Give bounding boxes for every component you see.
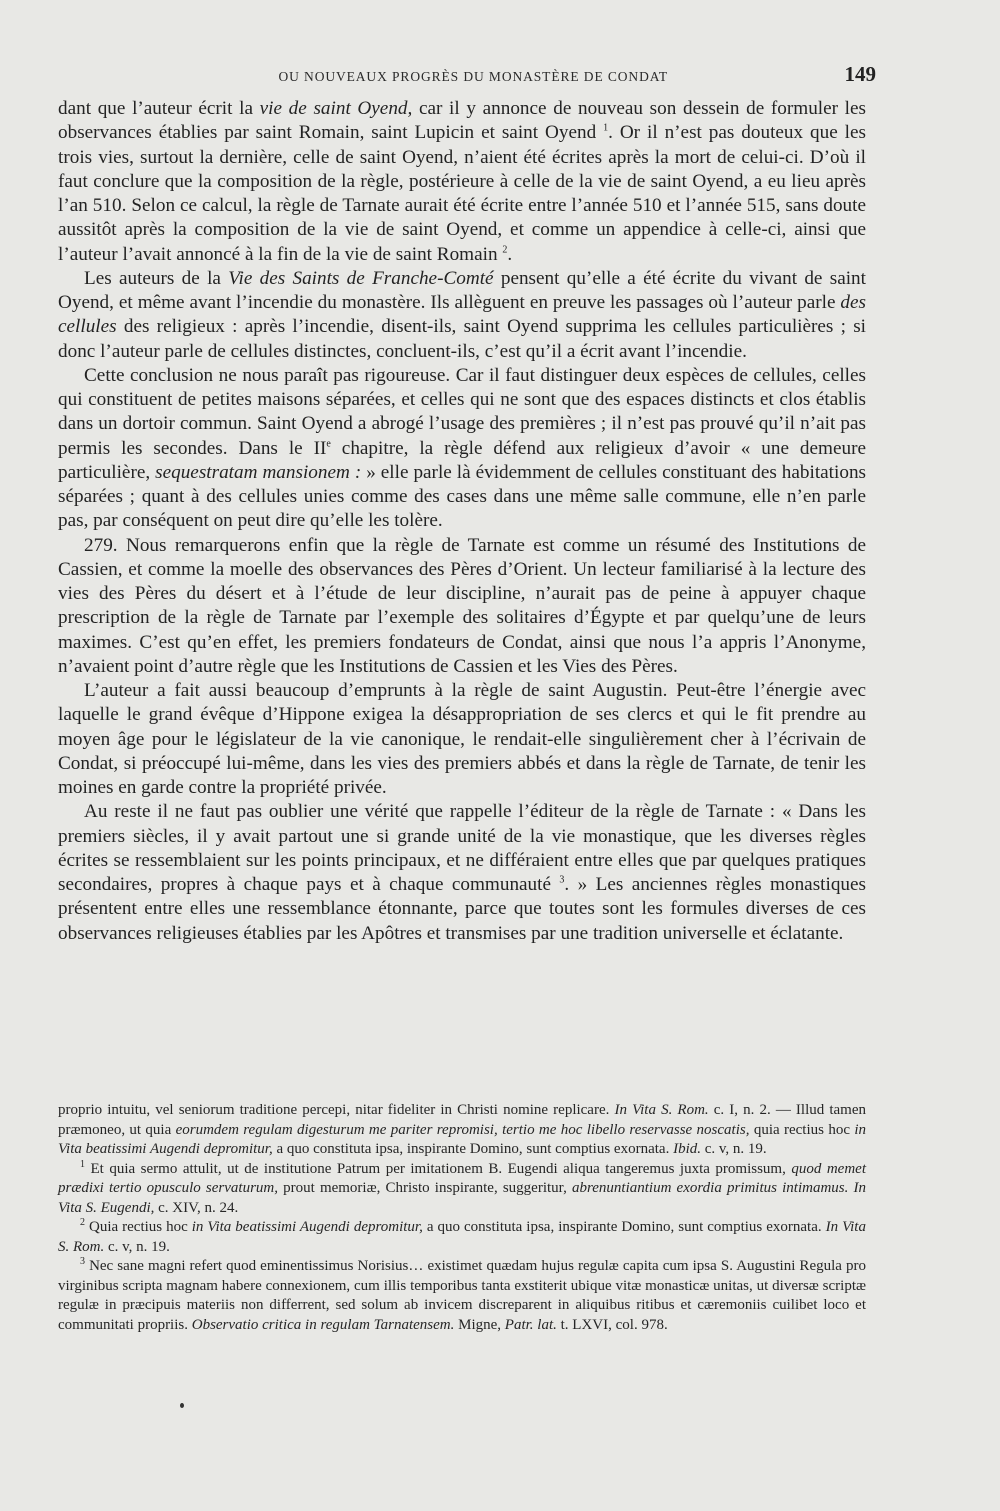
running-head: [62, 62, 876, 87]
footnote-1: $^1$ Et quia sermo attulit, ut de institutione Patrum per imitationem B. Eugendi aliqua tangeremus juxta promissum, quod memet prædixi tertio opusculo servaturum, prout memoriæ, Christo inspirante, suggeritur, abrenuntiantium exordia primitus intimamus. In Vita S. Eugendi, c. XIV, n. 24.: [58, 1158, 866, 1216]
paragraph: Les auteurs de la Vie des Saints de Franche-Comté pensent qu’elle a été écrite du vivant de saint Oyend, et même avant l’incendie du monastère. Ils allèguent en preuve les passages où l’auteur parle des cellules des religieux : après l’incendie, disent-ils, saint Oyend supprima les cellules particulières ; si donc l’auteur parle de cellules distinctes, concluent-ils, c’est qu’il a écrit avant l’incendie.: [58, 267, 866, 362]
footnote-3: $^3$ Nec sane magni refert quod eminentissimus Norisius… existimet quædam hujus regulæ capita cum ipsa S. Augustini Regula pro virginibus scripta magnam habere connexionem, cum illis temporibus tanta exstiterit ubique vitæ monasticæ unitas, ut diversæ scriptæ regulæ in præcipuis materiis non differrent, sed solum ab invicem discreparent in aliquibus ritibus et cæremoniis cuilibet loco et communitati propriis. Observatio critica in regulam Tarnatensem. Migne, Patr. lat. t. LXVI, col. 978.: [58, 1256, 866, 1333]
paragraph: Au reste il ne faut pas oublier une vérité que rappelle l’éditeur de la règle de Tarnate : « Dans les premiers siècles, il y avait partout une si grande unité de la vie monastique, que les diverses règles écrites se ressemblaient sur les points principaux, et ne différaient entre elles que par quelques pratiques secondaires, propres à chaque pays et à chaque communauté $^3$. » Les anciennes règles monastiques présentent entre elles une ressemblance étonnante, parce que toutes sont les formules diverses de ces observances religieuses établies par les Apôtres et transmises par une tradition universelle et éclatante.: [58, 801, 866, 944]
footnote-ref: 1: [603, 122, 609, 134]
footnote-ref: 2: [502, 244, 508, 256]
page-number: 149: [844, 62, 876, 86]
paragraph: dant que l’auteur écrit la vie de saint Oyend, car il y annonce de nouveau son dessein de formuler les observances établies par saint Romain, saint Lupicin et saint Oyend $^1$. Or il n’est pas douteux que les trois vies, surtout la dernière, celle de saint Oyend, n’aient été écrites après la mort de celui-ci. D’où il faut conclure que la composition de la règle, postérieure à celle de la vie de saint Oyend, a eu lieu après l’an 510. Selon ce calcul, la règle de Tarnate aurait été écrite entre l’année 510 et l’année 515, sans doute aussitôt après la composition de la vie de saint Oyend, et comme un appendice à celle-ci, ainsi que l’auteur l’avait annoncé à la fin de la vie de saint Romain $^2$.: [58, 98, 866, 265]
footnote-ref: 3: [559, 874, 565, 886]
paragraph: 279. Nous remarquerons enfin que la règle de Tarnate est comme un résumé des Institutions de Cassien, et comme la moelle des observances des Pères d’Orient. Un lecteur familiarisé à la lecture des vies des Pères du désert et à l’étude de leur discipline, n’aurait pas de peine à appuyer chaque prescription de la règle de Tarnate par l’exemple des solitaires d’Égypte et par quelqu’une de leurs maximes. C’est qu’en effet, les premiers fondateurs de Condat, ainsi que nous l’a appris l’Anonyme, n’avaient point d’autre règle que les Institutions de Cassien et les Vies des Pères.: [58, 534, 866, 677]
paragraph: Cette conclusion ne nous paraît pas rigoureuse. Car il faut distinguer deux espèces de cellules, celles qui constituent de petites maisons séparées, et celles qui ne sont que des espaces distincts et clos établis dans un dortoir commun. Saint Oyend a abrogé l’usage des premières ; il n’est pas prouvé qu’il n’ait pas permis les secondes. Dans le IIe chapitre, la règle défend aux religieux d’avoir « une demeure particulière, sequestratam mansionem : » elle parle là évidemment de cellules constituant des habitations séparées ; quant à des cellules unies comme des cases dans une même salle commune, elle n’en parle pas, par conséquent on peut dire qu’elle les tolère.: [58, 364, 867, 532]
footnotes: [58, 1101, 866, 1335]
footnote-2: $^2$ Quia rectius hoc in Vita beatissimi Augendi depromitur, a quo constituta ipsa, inspirante Domino, sunt comptius exornata. In Vita S. Rom. c. v, n. 19.: [58, 1217, 866, 1255]
main-text: [58, 97, 866, 946]
ink-speck: [180, 1403, 184, 1408]
running-title: OU NOUVEAUX PROGRÈS DU MONASTÈRE DE CONDAT: [278, 69, 669, 84]
footnote-continuation: proprio intuitu, vel seniorum traditione percepi, nitar fideliter in Christi nomine replicare. In Vita S. Rom. c. I, n. 2. — Illud tamen præmoneo, ut quia eorumdem regulam digesturum me pariter repromisi, tertio me hoc libello reservasse noscatis, quia rectius hoc in Vita beatissimi Augendi depromitur, a quo constituta ipsa, inspirante Domino, sunt comptius exornata. Ibid. c. v, n. 19.: [58, 1102, 867, 1157]
paragraph: L’auteur a fait aussi beaucoup d’emprunts à la règle de saint Augustin. Peut-être l’énergie avec laquelle le grand évêque d’Hippone exigea la désappropriation de ses clercs et qui le fit prendre au moyen âge pour le législateur de la vie canonique, le rendait-elle singulièrement cher à l’écrivain de Condat, si préoccupé lui-même, dans les vies des premiers abbés et dans la règle de Tarnate, de tenir les moines en garde contre la propriété privée.: [58, 680, 866, 798]
